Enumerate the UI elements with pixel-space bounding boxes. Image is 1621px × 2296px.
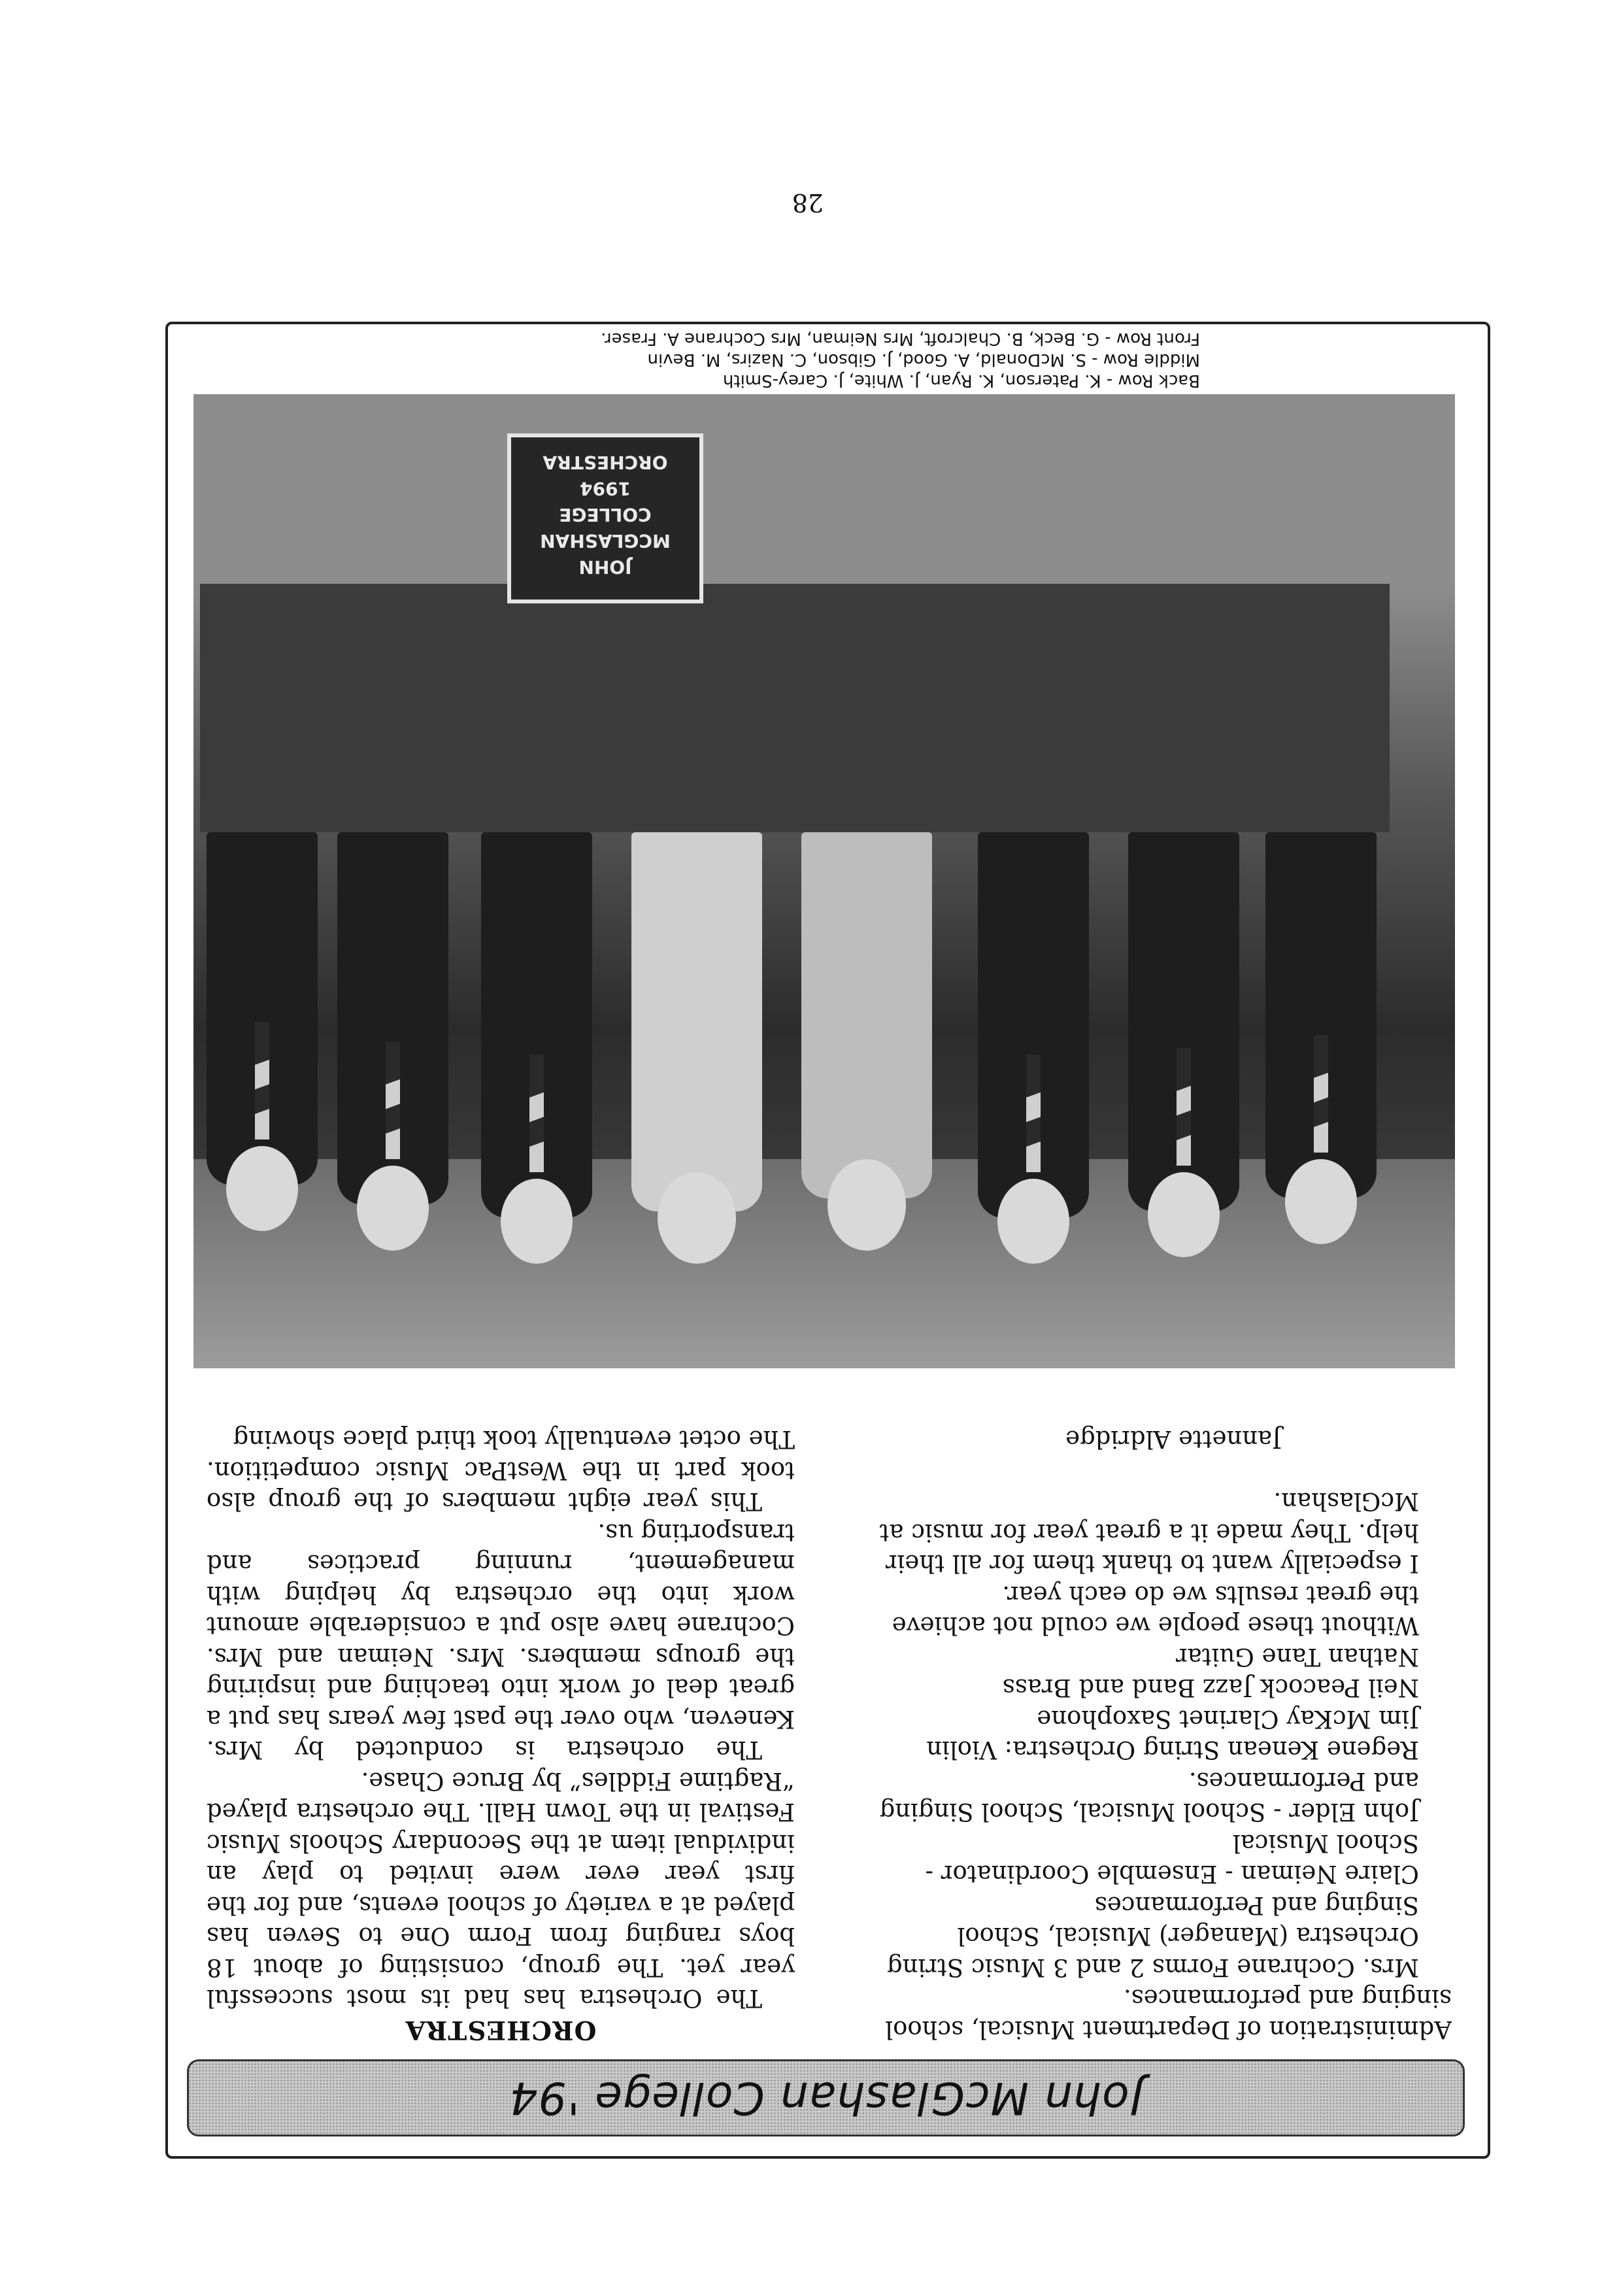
figure-tie: [1177, 1048, 1191, 1166]
right-column: [207, 1424, 795, 2045]
sign-line: 1994: [580, 478, 631, 499]
figure-head: [357, 1166, 429, 1251]
figure-head: [1148, 1172, 1220, 1257]
title-banner: [187, 2059, 1465, 2136]
paragraph: The Orchestra has had its most successful year yet. The group, consisting of about 18 boys ranging from Form One to Seven has played at a variety of school events, and for the first year ever were invited to play an individual item at the Secondary Schools Music Festival in the Town Hall. The orchestra played “Ragtime Fiddles” by Bruce Chase.: [207, 1767, 795, 2013]
figure-tie: [386, 1041, 400, 1159]
page-frame: [165, 322, 1490, 2159]
paragraph: This year eight members of the group also took part in the WestPac Music competition. The octet eventually took third place showing: [207, 1425, 795, 1516]
text-line: I especially want to thank them for all their help. They made it a great year for music at McGlashan.: [879, 1487, 1419, 1578]
caption-front-row: Front Row - G. Beck, B. Chalcroft, Mrs Neiman, Mrs Cochrane A. Fraser.: [601, 329, 1200, 348]
text-line: Without these people we could not achieve the great results we do each year.: [892, 1581, 1419, 1640]
sign-line: COLLEGE: [559, 504, 652, 526]
text-line: John Elder - School Musical, School Singing and Performances.: [879, 1767, 1419, 1827]
figure-tie: [255, 1022, 269, 1140]
signature: Jannette Aldridge: [1065, 1425, 1282, 1453]
text-line: Jim McKay Clarinet Saxophone: [1037, 1705, 1419, 1733]
photo-caption: [416, 328, 1200, 391]
sign-line: ORCHESTRA: [543, 452, 668, 473]
banner-title: John McGlashan College '94: [509, 2072, 1143, 2124]
figure-head: [226, 1146, 298, 1231]
figure: [801, 832, 932, 1198]
figure-head: [827, 1159, 906, 1251]
text-line: Regene Kenean String Orchestra: Violin: [926, 1736, 1419, 1764]
sign-line: JOHN MCGLASHAN: [540, 530, 671, 578]
text-line: Mrs. Cochrane Forms 2 and 3 Music String Orchestra (Manager) Musical, School Singing and Performances: [886, 1891, 1419, 1982]
text-line: Nathan Tane Guitar: [1176, 1643, 1419, 1671]
figure-head: [658, 1172, 736, 1264]
figure-head: [501, 1179, 573, 1264]
figure-head: [997, 1179, 1069, 1264]
figure-tie: [1314, 1035, 1328, 1153]
figure: [631, 832, 762, 1211]
page-number: 28: [792, 188, 824, 217]
caption-back-row: Back Row - K. Paterson, K. Ryan, J. White, J. Carey-Smith: [722, 371, 1200, 390]
caption-middle-row: Middle Row - S. McDonald, A. Good, J. Gibson, C. Nazirs, M. Bevin: [647, 350, 1200, 369]
figures-lower-row: [200, 584, 1390, 832]
figure-tie: [1026, 1055, 1041, 1172]
figure-head: [1285, 1159, 1357, 1244]
orchestra-group-photo: [193, 394, 1455, 1368]
floor-area: [193, 394, 1455, 584]
text-line: Claire Neiman - Ensemble Coordinator - School Musical: [925, 1829, 1419, 1889]
section-heading: ORCHESTRA: [405, 2015, 597, 2045]
text-line: Administration of Department Musical, school singing and performances.: [885, 1984, 1452, 2044]
figure-tie: [529, 1055, 544, 1172]
left-column: [863, 1424, 1452, 2046]
orchestra-sign: [507, 433, 703, 603]
paragraph: The orchestra is conducted by Mrs. Keneven, who over the past few years has put a great deal of work into teaching and inspiring the groups members. Mrs. Neiman and Mrs. Cochrane have also put a considerable amount work into the orchestra by helping with management, running practices and transporting us.: [207, 1519, 795, 1764]
text-line: Neil Peacock Jazz Band and Brass: [1002, 1674, 1419, 1702]
